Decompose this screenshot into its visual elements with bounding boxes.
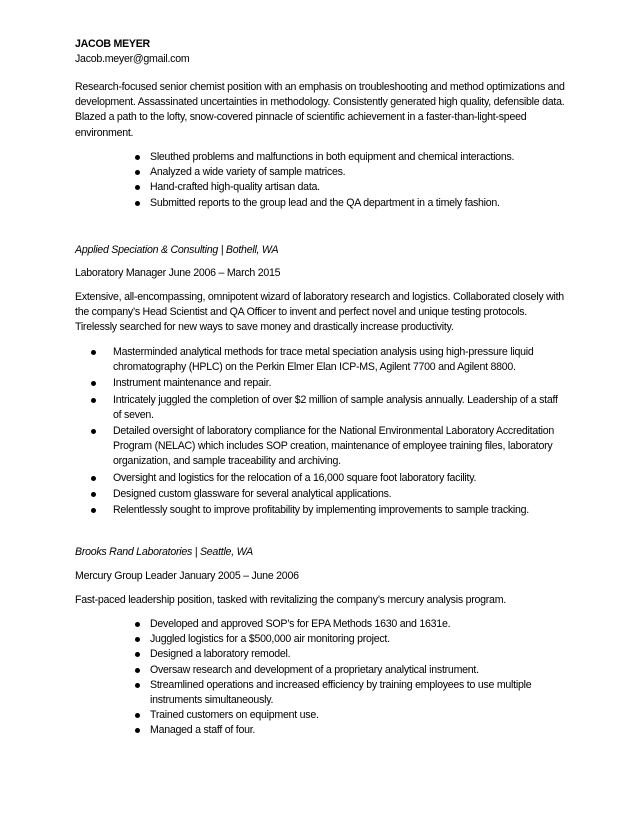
list-item — [113, 471, 565, 486]
list-item — [113, 424, 565, 470]
list-item — [113, 393, 565, 423]
candidate-email: Jacob.meyer@gmail.com — [75, 53, 190, 65]
bullet-icon — [91, 381, 96, 386]
job-1-title: Laboratory Manager June 2006 – March 2015 — [75, 267, 281, 279]
list-item — [150, 165, 570, 180]
list-item-text: Designed a laboratory remodel. — [150, 648, 291, 661]
list-item — [150, 647, 570, 662]
list-item-text: Trained customers on equipment use. — [150, 709, 319, 722]
list-item-text: Streamlined operations and increased efficiency by training employees to use multiple instruments simultaneously. — [150, 678, 532, 707]
list-item-text: Designed custom glassware for several analytical applications. — [113, 487, 392, 500]
list-item-text: Hand-crafted high-quality artisan data. — [150, 181, 320, 194]
list-item — [150, 723, 570, 738]
list-item — [150, 632, 570, 647]
bullet-icon — [135, 155, 140, 160]
list-item — [150, 617, 570, 632]
list-item — [113, 503, 565, 518]
list-item-text: Managed a staff of four. — [150, 724, 256, 737]
list-item-text: Developed and approved SOP’s for EPA Methods 1630 and 1631e. — [150, 618, 451, 630]
bullet-icon — [135, 201, 140, 206]
bullet-icon — [91, 492, 96, 497]
list-item — [113, 487, 565, 502]
list-item — [150, 150, 570, 165]
list-item — [113, 345, 565, 375]
summary-paragraph: Research-focused senior chemist position with an emphasis on troubleshooting and method optimizations and development. Assassinated uncertainties in methodology. Consistently generated high quality, defensible data. Blazed a path to the lofty, snow-covered pinnacle of scientific achievement in a faster-than-light-speed environment. — [75, 81, 565, 139]
list-item-text: Masterminded analytical methods for trace metal speciation analysis using high-pressure liquid chromatography (HPLC) on the Perkin Elmer Elan ICP-MS, Agilent 7700 and Agilent 8800. — [113, 346, 534, 374]
bullet-icon — [91, 350, 96, 355]
job-1-company: Applied Speciation & Consulting | Bothell, WA — [75, 244, 279, 256]
candidate-name: JACOB MEYER — [75, 38, 150, 50]
job-2-bullet-list — [150, 617, 570, 739]
bullet-icon — [91, 429, 96, 434]
bullet-icon — [135, 185, 140, 190]
list-item — [150, 678, 570, 708]
bullet-icon — [135, 728, 140, 733]
list-item-text: Oversight and logistics for the relocation of a 16,000 square foot laboratory facility. — [113, 471, 477, 484]
bullet-icon — [91, 476, 96, 481]
bullet-icon — [135, 668, 140, 673]
bullet-icon — [135, 637, 140, 642]
job-2-description: Fast-paced leadership position, tasked with revitalizing the company’s mercury analysis program. — [75, 594, 506, 606]
bullet-icon — [135, 683, 140, 688]
bullet-icon — [135, 713, 140, 718]
list-item-text: Intricately juggled the completion of over $2 million of sample analysis annually. Leadership of a staff of seven. — [113, 393, 558, 421]
list-item-text: Relentlessly sought to improve profitability by implementing improvements to sample tracking. — [113, 504, 529, 517]
job-1-bullet-list — [113, 345, 565, 518]
job-2-company: Brooks Rand Laboratories | Seattle, WA — [75, 546, 253, 558]
list-item — [150, 180, 570, 195]
summary-bullet-list — [150, 150, 570, 211]
list-item — [150, 663, 570, 678]
bullet-icon — [135, 652, 140, 657]
job-2-title: Mercury Group Leader January 2005 – June 2006 — [75, 570, 299, 582]
list-item-text: Sleuthed problems and malfunctions in both equipment and chemical interactions. — [150, 151, 515, 163]
bullet-icon — [91, 398, 96, 403]
list-item-text: Instrument maintenance and repair. — [113, 377, 272, 390]
list-item — [150, 708, 570, 723]
bullet-icon — [135, 170, 140, 175]
job-1-description: Extensive, all-encompassing, omnipotent wizard of laboratory research and logistics. Collaborated closely with the company’s Head Scientist and QA Officer to invent and perfect novel and unique testing protocols. Tirelessly searched for new ways to save money and drastically increase productivity. — [75, 291, 564, 334]
bullet-icon — [135, 622, 140, 627]
bullet-icon — [91, 508, 96, 513]
list-item-text: Analyzed a wide variety of sample matrices. — [150, 166, 346, 179]
list-item-text: Oversaw research and development of a proprietary analytical instrument. — [150, 663, 479, 676]
list-item — [150, 196, 570, 211]
list-item — [113, 376, 565, 391]
list-item-text: Submitted reports to the group lead and the QA department in a timely fashion. — [150, 196, 500, 209]
list-item-text: Detailed oversight of laboratory compliance for the National Environmental Laboratory Accreditation Program (NELAC) which includes SOP creation, maintenance of employee training files, laboratory organization, and sample traceability and archiving. — [113, 425, 555, 468]
list-item-text: Juggled logistics for a $500,000 air monitoring project. — [150, 633, 390, 646]
